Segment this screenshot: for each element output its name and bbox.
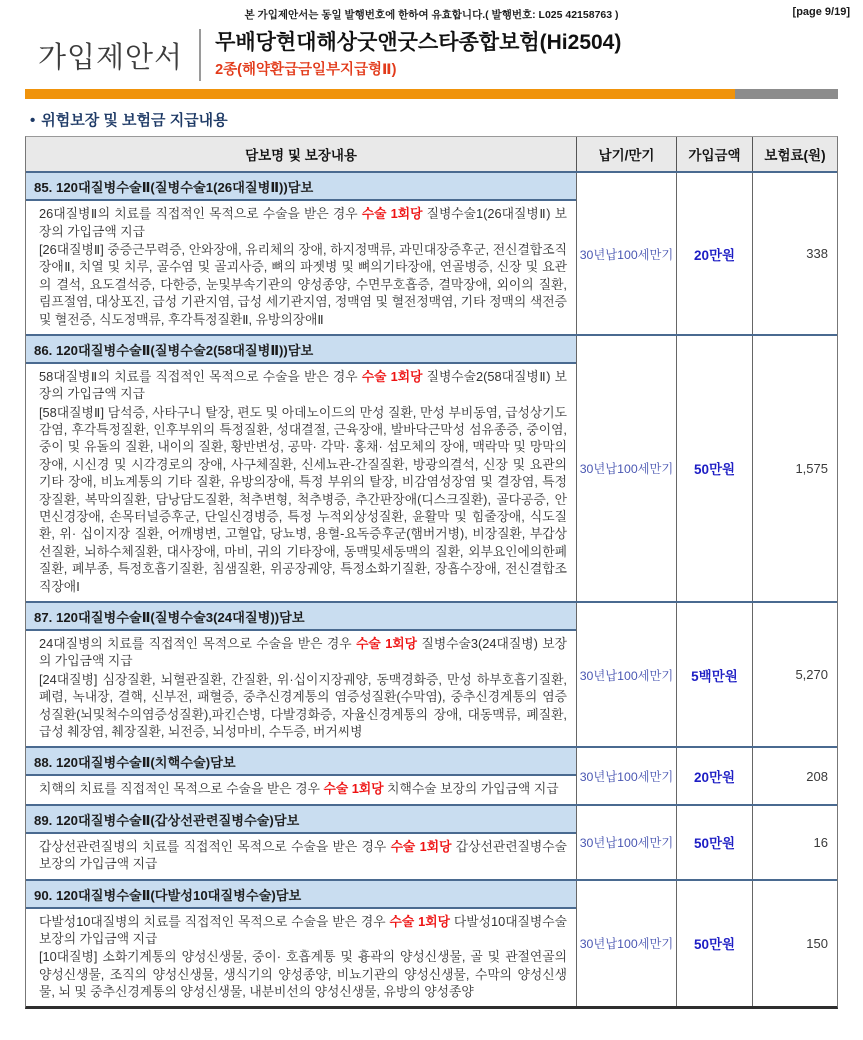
coverage-cell — [26, 748, 576, 803]
disease-list: [58대질병Ⅱ] 담석증, 사타구니 탈장, 편도 및 아데노이드의 만성 질환, 만성 부비동염, 급성상기도감염, 후각특정질환, 인후부위의 특정질환, 성대결절, 근육장애, 발바닥근막성 섬유종증, 중이염, 중이 및 유돌의 질환, 내이의 질환, 황반변성, 공막· 각막· 홍채· 섬모체의 장애, 맥락막 및 망막의 장애, 시신경 및 시각경로의 장애, 사구체질환, 신세뇨관-간질질환, 방광의결석, 신장 및 요관의 기타 장애, 비뇨계통의 기타 질환, 유방의장애, 특정 부위의 탈장, 비감염성장염 및 결장염, 특정장질환, 복막의질환, 담낭담도질환, 척추변형, 척추병증, 추간판장애(디스크질환), 골다공증, 안면신경장애, 손목터널증후군, 단일신경병증, 특정 누적외상성질환, 윤활막 및 힘줄장애, 식도질환, 위· 십이지장 질환, 어깨병변, 고혈압, 당뇨병, 용혈-요독증후군(햄버거병), 비장질환, 부갑상선질환, 뇌하수체질환, 대사장애, 마비, 귀의 기타장애, 동맥및세동맥의 질환, 외부요인에의한폐질환, 폐부종, 특정호흡기질환, 침샘질환, 위공장궤양, 특정소화기질환, 장흡수장애, 전신결합조직장애Ⅰ — [39, 404, 567, 594]
premium-cell: 16 — [752, 806, 837, 879]
coverage-title: 87. 120대질병수술Ⅱ(질병수술3(24대질병))담보 — [26, 603, 576, 631]
coverage-desc-text — [39, 780, 567, 797]
term-cell: 30년납100세만기 — [576, 173, 676, 334]
desc-highlight-per-surgery: 수술 1회당 — [390, 838, 452, 854]
section-title-text: 위험보장 및 보험금 지급내용 — [41, 112, 228, 130]
section-title — [30, 109, 863, 130]
column-header-amount: 가입금액 — [676, 137, 752, 171]
desc-post: 갑상선관련질병수술 보장의 가입금액 지급 — [39, 838, 568, 872]
coverage-description — [26, 364, 576, 601]
coverage-title: 90. 120대질병수술Ⅱ(다발성10대질병수술)담보 — [26, 881, 576, 909]
desc-highlight-per-surgery: 수술 1회당 — [323, 781, 384, 797]
coverage-title: 86. 120대질병수술Ⅱ(질병수술2(58대질병Ⅱ))담보 — [26, 336, 576, 364]
coverage-row-group — [26, 334, 837, 601]
accent-bar-gray — [735, 89, 838, 99]
coverage-cell — [26, 336, 576, 601]
coverage-description — [26, 631, 576, 746]
premium-cell: 338 — [752, 173, 837, 334]
desc-post: 치핵수술 보장의 가입금액 지급 — [383, 781, 559, 797]
product-subtitle: 2종(해약환급금일부지급형Ⅱ) — [215, 62, 397, 79]
desc-post: 질병수술1(26대질병Ⅱ) 보장의 가입금액 지급 — [39, 206, 567, 239]
column-header-premium: 보험료(원) — [752, 137, 837, 171]
coverage-row-group — [26, 601, 837, 746]
table-header-row — [26, 137, 837, 171]
coverage-title: 85. 120대질병수술Ⅱ(질병수술1(26대질병Ⅱ))담보 — [26, 173, 576, 201]
term-cell: 30년납100세만기 — [576, 881, 676, 1007]
amount-cell: 50만원 — [676, 336, 752, 601]
validity-notice: 본 가입제안서는 동일 발행번호에 한하여 유효합니다.( 발행번호: L025 42158763 ) — [244, 9, 619, 21]
coverage-description — [26, 834, 576, 879]
amount-cell: 20만원 — [676, 748, 752, 803]
desc-post: 질병수술2(58대질병Ⅱ) 보장의 가입금액 지급 — [39, 368, 567, 402]
desc-pre: 갑상선관련질병의 치료를 직접적인 목적으로 수술을 받은 경우 — [39, 838, 391, 854]
coverage-description — [26, 776, 576, 803]
page-number: [page 9/19] — [792, 6, 850, 18]
desc-highlight-per-surgery: 수술 1회당 — [356, 636, 418, 651]
document-header — [38, 29, 863, 81]
column-header-term: 납기/만기 — [576, 137, 676, 171]
premium-cell: 150 — [752, 881, 837, 1007]
coverage-desc-text — [39, 913, 567, 948]
term-cell: 30년납100세만기 — [576, 806, 676, 879]
amount-cell: 5백만원 — [676, 603, 752, 746]
term-cell: 30년납100세만기 — [576, 603, 676, 746]
desc-highlight-per-surgery: 수술 1회당 — [361, 368, 423, 384]
desc-highlight-per-surgery: 수술 1회당 — [389, 913, 450, 929]
desc-pre: 치핵의 치료를 직접적인 목적으로 수술을 받은 경우 — [39, 781, 324, 797]
coverage-row-group — [26, 171, 837, 334]
coverage-description — [26, 201, 576, 334]
coverage-row-group — [26, 879, 837, 1007]
desc-highlight-per-surgery: 수술 1회당 — [361, 206, 423, 222]
premium-cell: 5,270 — [752, 603, 837, 746]
amount-cell: 50만원 — [676, 806, 752, 879]
coverage-cell — [26, 603, 576, 746]
coverage-title: 88. 120대질병수술Ⅱ(치핵수술)담보 — [26, 748, 576, 776]
bullet-icon: • — [30, 112, 36, 130]
coverage-desc-text — [39, 368, 567, 403]
term-cell: 30년납100세만기 — [576, 336, 676, 601]
top-notice-bar — [0, 0, 863, 25]
accent-bar-orange — [25, 89, 735, 99]
disease-list: [24대질병] 심장질환, 뇌혈관질환, 간질환, 위·십이지장궤양, 동맥경화증, 만성 하부호흡기질환, 폐렴, 녹내장, 결핵, 신부전, 패혈증, 중추신경계통의 염증성질환(수막염), 중추신경계통의 염증성질환(뇌및척수의염증성질환),파킨슨병, 다발경화증, 자율신경계통의 장애, 대동맥류, 폐질환, 급성 췌장염, 췌장질환, 뇌전증, 뇌성마비, 수두증, 버거씨병 — [39, 671, 567, 739]
coverage-row-group — [26, 746, 837, 803]
column-header-coverage: 담보명 및 보장내용 — [245, 148, 357, 164]
coverage-desc-text — [39, 838, 567, 873]
amount-cell: 50만원 — [676, 881, 752, 1007]
coverage-description — [26, 909, 576, 1007]
desc-pre: 다발성10대질병의 치료를 직접적인 목적으로 수술을 받은 경우 — [39, 913, 390, 929]
disease-list: [26대질병Ⅱ] 중증근무력증, 안와장애, 유리체의 장애, 하지정맥류, 과민대장증후군, 전신결합조직장애Ⅱ, 치열 및 치루, 골수염 및 골괴사증, 뼈의 파젯병 및 뼈의기타장애, 연골병증, 신장 및 요관의 결석, 요도결석증, 다한증, 눈및부속기관의 양성종양, 수면무호흡증, 결막장애, 외이의 질환, 림프절염, 대상포진, 급성 기관지염, 급성 세기관지염, 정맥염 및 혈전정맥염, 기타 정맥의 색전증 및 혈전증, 식도정맥류, 후각특정질환Ⅱ, 유방의장애Ⅱ — [39, 241, 567, 327]
coverage-desc-text — [39, 635, 567, 670]
doc-type-label: 가입제안서 — [38, 41, 184, 74]
premium-cell: 208 — [752, 748, 837, 803]
product-title: 무배당현대해상굿앤굿스타종합보험(Hi2504) — [215, 31, 622, 54]
accent-divider-bar — [25, 89, 838, 99]
coverage-row-group — [26, 804, 837, 879]
coverage-desc-text — [39, 205, 567, 240]
desc-post: 다발성10대질병수술 보장의 가입금액 지급 — [39, 913, 568, 946]
desc-pre: 26대질병Ⅱ의 치료를 직접적인 목적으로 수술을 받은 경우 — [39, 206, 362, 222]
premium-cell: 1,575 — [752, 336, 837, 601]
desc-post: 질병수술3(24대질병) 보장의 가입금액 지급 — [39, 636, 567, 669]
desc-pre: 24대질병의 치료를 직접적인 목적으로 수술을 받은 경우 — [39, 636, 357, 651]
table-body — [26, 171, 837, 1006]
disease-list: [10대질병] 소화기계통의 양성신생물, 중이· 호흡계통 및 흉곽의 양성신생물, 골 및 관절연골의 양성신생물, 조직의 양성신생물, 생식기의 양성종양, 비뇨기관의 양성신생물, 수막의 양성신생물, 뇌 및 중추신경계통의 양성신생물, 내분비선의 양성신생물, 유방의 양성종양 — [39, 949, 567, 1000]
coverage-cell — [26, 173, 576, 334]
coverage-cell — [26, 881, 576, 1007]
desc-pre: 58대질병Ⅱ의 치료를 직접적인 목적으로 수술을 받은 경우 — [39, 368, 362, 384]
product-title-block — [199, 29, 621, 81]
coverage-title: 89. 120대질병수술Ⅱ(갑상선관련질병수술)담보 — [26, 806, 576, 834]
term-cell: 30년납100세만기 — [576, 748, 676, 803]
amount-cell: 20만원 — [676, 173, 752, 334]
coverage-table — [25, 136, 838, 1009]
coverage-cell — [26, 806, 576, 879]
